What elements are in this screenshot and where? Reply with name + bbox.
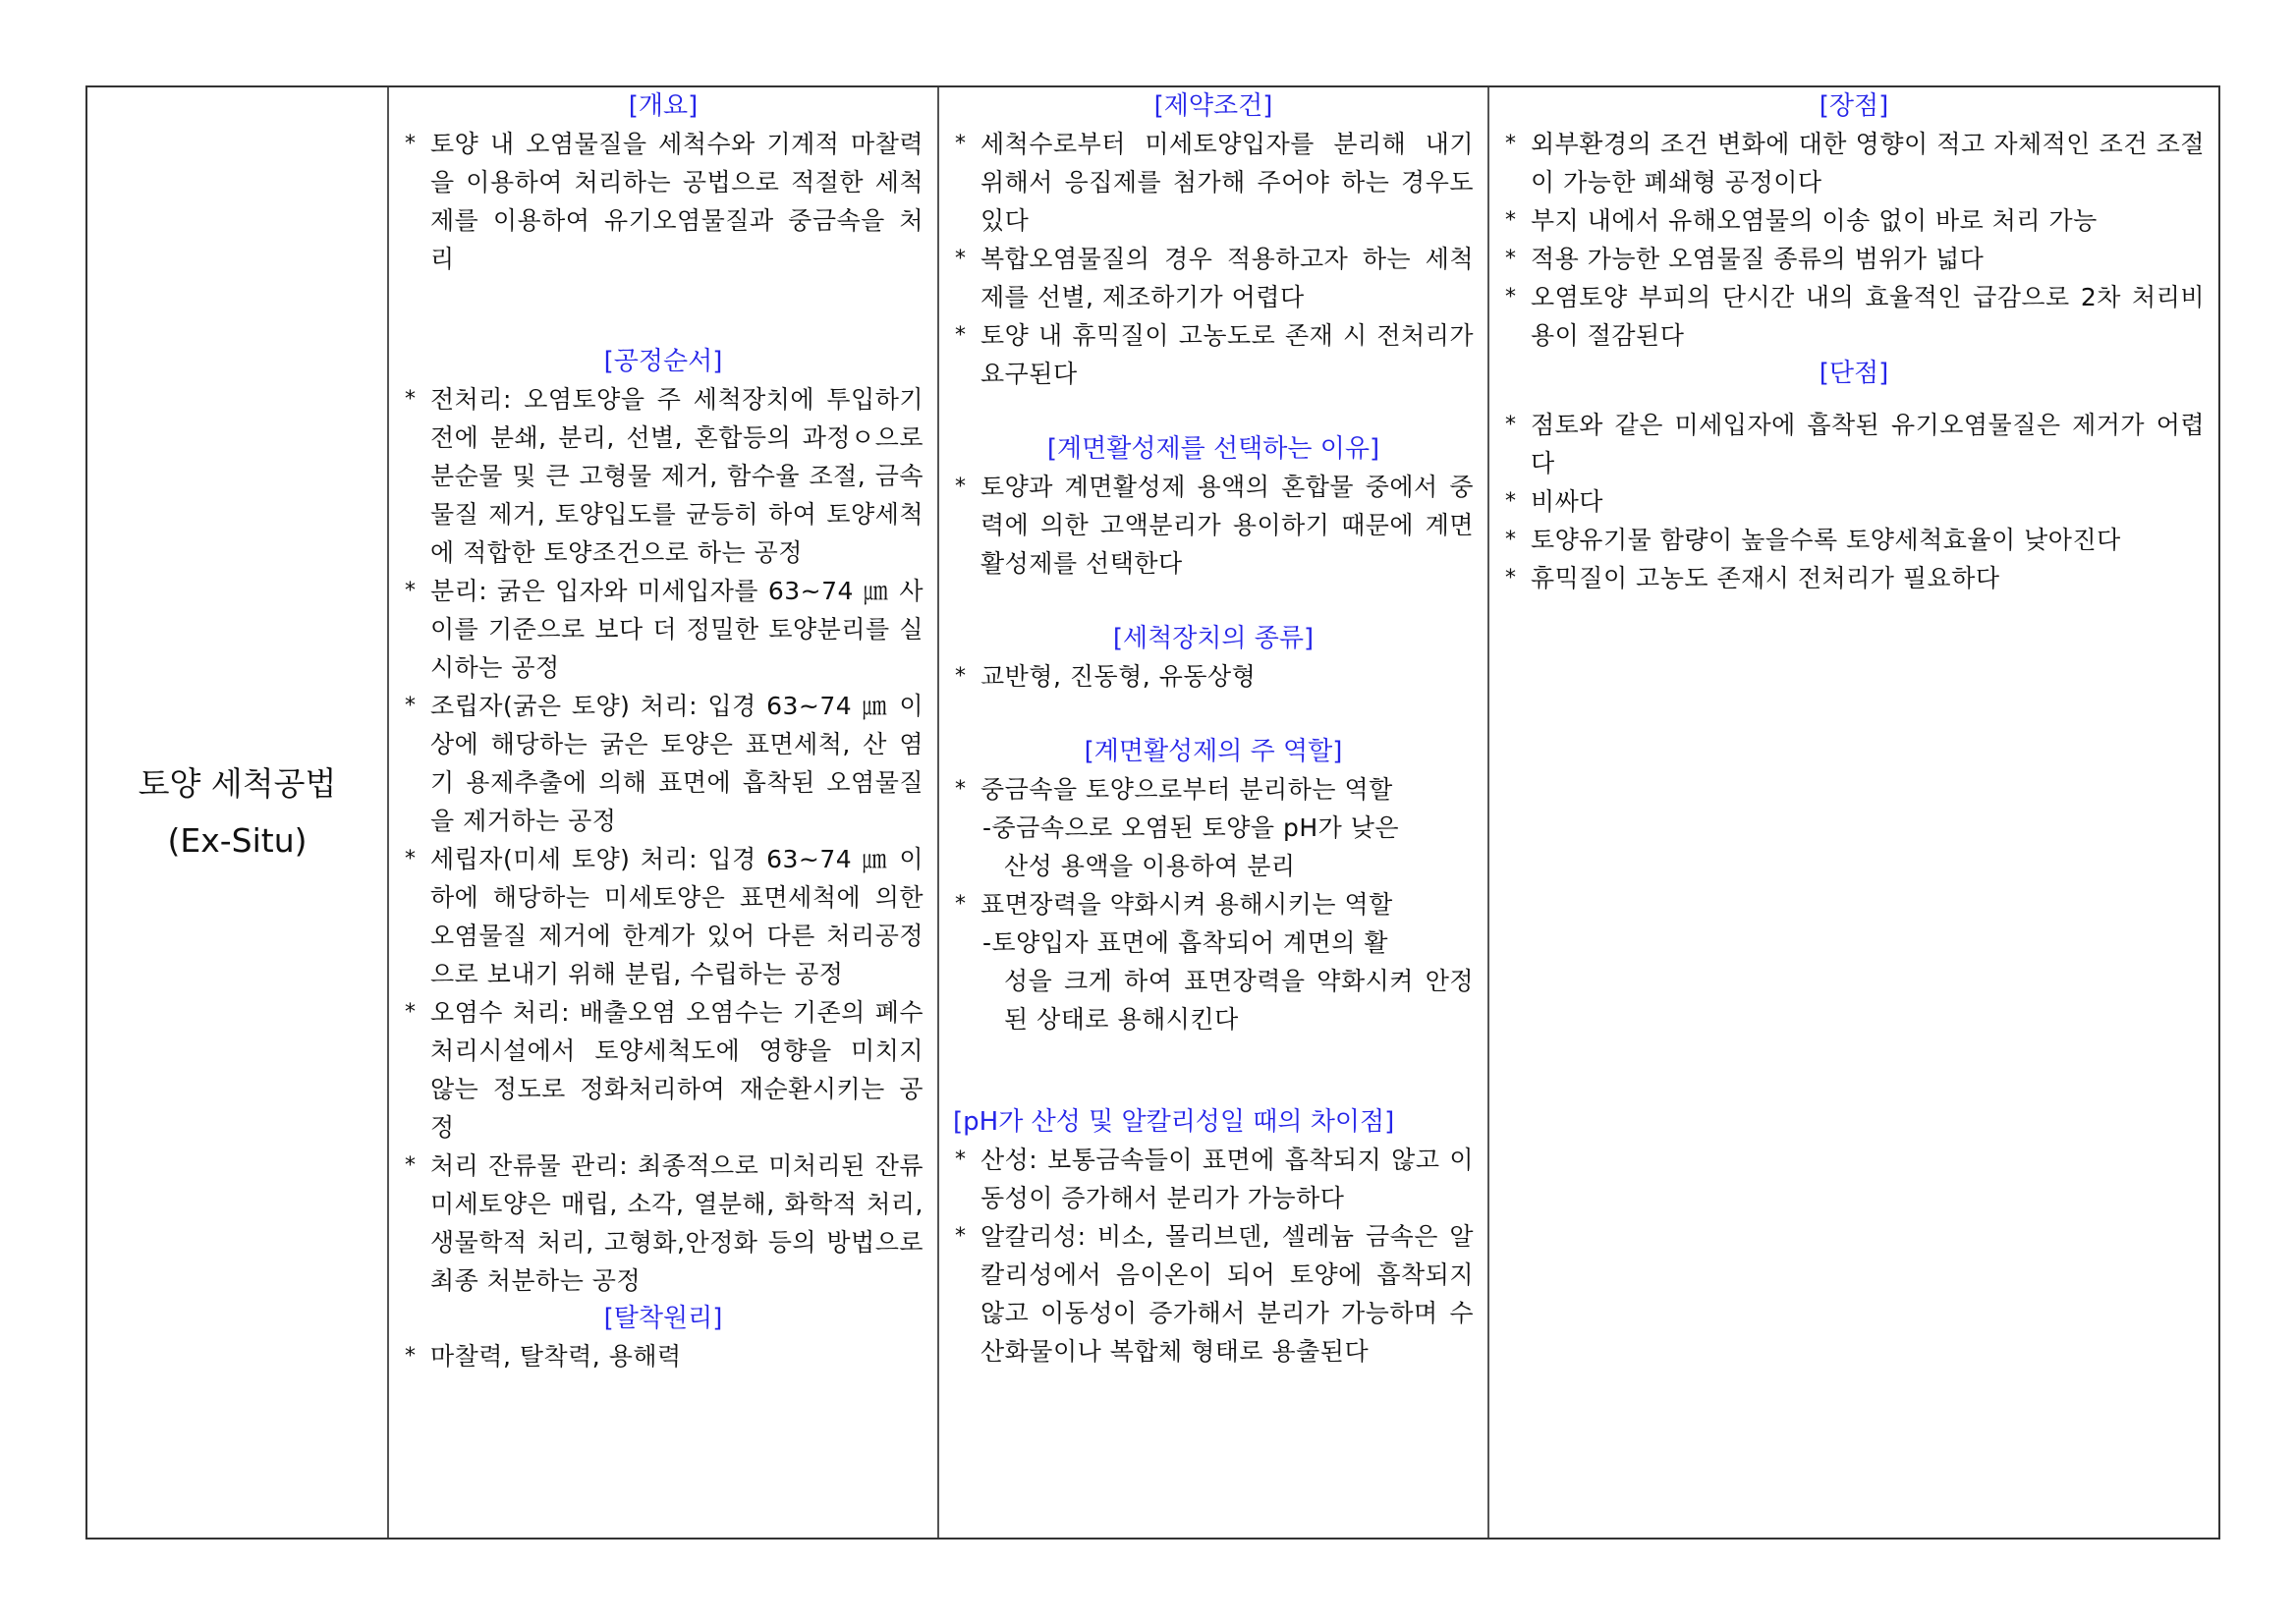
list-item: * 부지 내에서 유해오염물의 이송 없이 바로 처리 가능 — [1503, 201, 2205, 240]
list-item: * 오염토양 부피의 단시간 내의 효율적인 급감으로 2차 처리비용이 절감된다 — [1503, 278, 2205, 355]
list-item: * 표면장력을 약화시켜 용해시키는 역할 -토양입자 표면에 흡착되어 계면의 활 성을 크게 하여 표면장력을 약화시켜 안정된 상태로 용해시킨다 — [953, 885, 1474, 1038]
ph-difference-heading: [pH가 산성 및 알칼리성일 때의 차이점] — [953, 1107, 1395, 1137]
bullet-icon: * — [955, 1224, 967, 1249]
process-list — [403, 380, 924, 1300]
advantages-list — [1503, 125, 2205, 355]
list-item: * 알칼리성: 비소, 몰리브덴, 셀레늄 금속은 알칼리성에서 음이온이 되어 토양에 흡착되지 않고 이동성이 증가해서 분리가 가능하며 수산화물이나 복합체 형태로 용출된다 — [953, 1217, 1474, 1371]
bullet-icon: * — [405, 694, 417, 718]
bullet-icon: * — [1505, 413, 1517, 437]
list-item: * 적용 가능한 오염물질 종류의 범위가 넓다 — [1503, 240, 2205, 278]
bullet-icon: * — [955, 664, 967, 689]
constraints-cell — [939, 87, 1489, 1538]
list-item: * 세립자(미세 토양) 처리: 입경 63~74 ㎛ 이하에 해당하는 미세토양은 표면세척에 의한 오염물질 제거에 한계가 있어 다른 처리공정으로 보내기 위해 분립, 수립하는 공정 — [403, 840, 924, 993]
list-item: * 점토와 같은 미세입자에 흡착된 유기오염물질은 제거가 어렵다 — [1503, 406, 2205, 482]
bullet-icon: * — [955, 777, 967, 802]
desorption-list — [403, 1337, 924, 1375]
method-type: (Ex-Situ) — [167, 821, 308, 860]
device-types-heading: [세척장치의 종류] — [1112, 624, 1315, 653]
bullet-icon: * — [955, 323, 967, 348]
list-item: * 토양유기물 함량이 높을수록 토양세척효율이 낮아진다 — [1503, 521, 2205, 559]
list-item: * 세척수로부터 미세토양입자를 분리해 내기 위해서 응집제를 첨가해 주어야 하는 경우도 있다 — [953, 125, 1474, 240]
list-item: * 토양 내 휴믹질이 고농도로 존재 시 전처리가 요구된다 — [953, 316, 1474, 393]
list-item: * 외부환경의 조건 변화에 대한 영향이 적고 자체적인 조건 조절이 가능한 폐쇄형 공정이다 — [1503, 125, 2205, 201]
overview-heading: [개요] — [628, 91, 699, 121]
bullet-icon: * — [405, 1153, 417, 1178]
list-item: * 산성: 보통금속들이 표면에 흡착되지 않고 이동성이 증가해서 분리가 가능하다 — [953, 1141, 1474, 1217]
list-item: * 교반형, 진동형, 유동상형 — [953, 657, 1474, 696]
bullet-icon: * — [1505, 528, 1517, 552]
bullet-icon: * — [1505, 566, 1517, 590]
surfactant-roles-list — [953, 770, 1474, 1038]
bullet-icon: * — [405, 1344, 417, 1369]
overview-process-cell — [389, 87, 939, 1538]
bullet-icon: * — [405, 387, 417, 412]
list-item: * 분리: 굵은 입자와 미세입자를 63~74 ㎛ 사이를 기준으로 보다 더 정밀한 토양분리를 실시하는 공정 — [403, 572, 924, 687]
bullet-icon: * — [955, 475, 967, 499]
method-name: 토양 세척공법 — [138, 764, 337, 803]
device-types-list — [953, 657, 1474, 696]
surfactant-roles-heading: [계면활성제의 주 역할] — [1084, 737, 1343, 766]
list-item: * 토양 내 오염물질을 세척수와 기계적 마찰력을 이용하여 처리하는 공법으로 적절한 세척제를 이용하여 유기오염물질과 중금속을 처리 — [403, 125, 924, 278]
bullet-icon: * — [1505, 489, 1517, 514]
bullet-icon: * — [1505, 132, 1517, 156]
ph-difference-list — [953, 1141, 1474, 1371]
bullet-icon: * — [405, 847, 417, 871]
list-item: * 비싸다 — [1503, 482, 2205, 521]
list-item: * 토양과 계면활성제 용액의 혼합물 중에서 중력에 의한 고액분리가 용이하기 때문에 계면활성제를 선택한다 — [953, 468, 1474, 583]
surfactant-reason-list — [953, 468, 1474, 583]
constraints-list — [953, 125, 1474, 393]
bullet-icon: * — [1505, 285, 1517, 309]
list-item: * 복합오염물질의 경우 적용하고자 하는 세척제를 선별, 제조하기가 어렵다 — [953, 240, 1474, 316]
list-item: * 중금속을 토양으로부터 분리하는 역할 -중금속으로 오염된 토양을 pH가 낮은 산성 용액을 이용하여 분리 — [953, 770, 1474, 885]
disadvantages-heading: [단점] — [1819, 359, 1889, 388]
desorption-heading: [탈착원리] — [603, 1304, 723, 1333]
advantages-heading: [장점] — [1819, 91, 1889, 121]
bullet-icon: * — [405, 132, 417, 156]
overview-list — [403, 125, 924, 278]
list-item: * 조립자(굵은 토양) 처리: 입경 63~74 ㎛ 이상에 해당하는 굵은 토양은 표면세척, 산 염기 용제추출에 의해 표면에 흡착된 오염물질을 제거하는 공정 — [403, 687, 924, 840]
bullet-icon: * — [955, 132, 967, 156]
list-item: * 오염수 처리: 배출오염 오염수는 기존의 폐수처리시설에서 토양세척도에 영향을 미치지 않는 정도로 정화처리하여 재순환시키는 공정 — [403, 993, 924, 1147]
method-name-cell — [87, 87, 389, 1538]
bullet-icon: * — [955, 1148, 967, 1172]
bullet-icon: * — [1505, 247, 1517, 271]
list-item: * 처리 잔류물 관리: 최종적으로 미처리된 잔류미세토양은 매립, 소각, 열분해, 화학적 처리, 생물학적 처리, 고형화,안정화 등의 방법으로 최종 처분하는 공정 — [403, 1147, 924, 1300]
constraints-heading: [제약조건] — [1153, 91, 1273, 121]
list-item: * 마찰력, 탈착력, 용해력 — [403, 1337, 924, 1375]
pros-cons-cell — [1489, 87, 2218, 1538]
method-table — [85, 85, 2220, 1540]
bullet-icon: * — [405, 579, 417, 603]
surfactant-reason-heading: [계면활성제를 선택하는 이유] — [1046, 434, 1380, 464]
bullet-icon: * — [405, 1000, 417, 1025]
list-item: * 휴믹질이 고농도 존재시 전처리가 필요하다 — [1503, 559, 2205, 597]
list-item: * 전처리: 오염토양을 주 세척장치에 투입하기전에 분쇄, 분리, 선별, 혼합등의 과정ㅇ으로 분순물 및 큰 고형물 제거, 함수율 조절, 금속물질 제거, 토양입도를 균등히 하여 토양세척에 적합한 토양조건으로 하는 공정 — [403, 380, 924, 572]
bullet-icon: * — [1505, 208, 1517, 233]
bullet-icon: * — [955, 892, 967, 917]
bullet-icon: * — [955, 247, 967, 271]
process-heading: [공정순서] — [603, 347, 723, 376]
disadvantages-list — [1503, 406, 2205, 597]
